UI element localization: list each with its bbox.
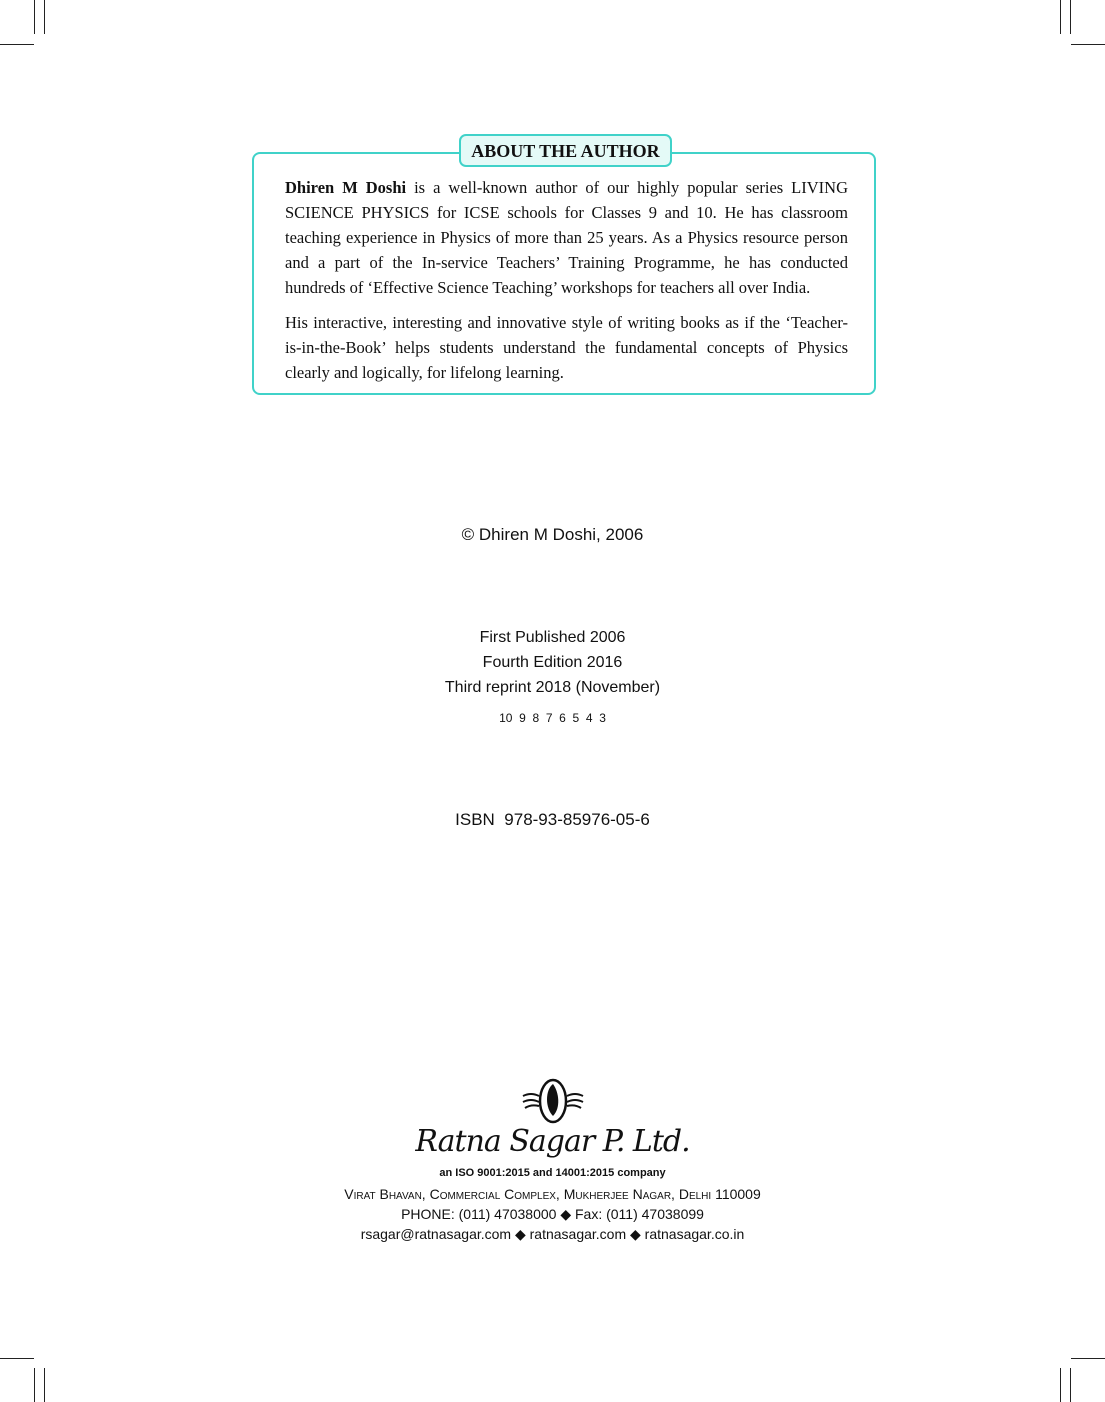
edition-line: Third reprint 2018 (November)	[444, 679, 661, 696]
paragraph: His interactive, interesting and innovative style of writing books as if the ‘Teacher-is-in-the-Book’ helps students understand the fundamental concepts of Physics clearly and logically, for lifelong learning.	[285, 313, 848, 382]
publisher-web: rsagar@ratnasagar.com ◆ ratnasagar.com ◆ ratnasagar.co.in	[360, 1226, 745, 1242]
about-author-text	[285, 175, 848, 395]
paragraph-text: is a well-known author of our highly popular series LIVING SCIENCE PHYSICS for ICSE schools for Classes 9 and 10. He has classroom teaching experience in Physics of more than 25 years. As a Physics resource person and a part of the In-service Teachers’ Training Programme, he has conducted hundreds of ‘Effective Science Teaching’ workshops for teachers all over India.	[285, 178, 848, 297]
publisher-name: Ratna Sagar P. Ltd.	[415, 1124, 690, 1159]
crop-mark	[34, 0, 35, 34]
paragraph	[285, 175, 848, 300]
crop-mark	[1070, 0, 1071, 34]
publisher-address: Virat Bhavan, Commercial Complex, Mukherjee Nagar, Delhi 110009	[344, 1186, 761, 1202]
crop-mark	[1060, 1368, 1061, 1402]
printer-line: 10 9 8 7 6 5 4 3	[499, 711, 606, 725]
conch-logo-icon	[0, 1078, 1105, 1129]
publisher-phone: PHONE: (011) 47038000 ◆ Fax: (011) 47038099	[401, 1206, 704, 1222]
edition-line: Fourth Edition 2016	[482, 654, 623, 671]
crop-mark	[0, 1358, 34, 1359]
publisher-iso: an ISO 9001:2015 and 14001:2015 company	[439, 1167, 666, 1179]
crop-mark	[44, 0, 45, 34]
edition-line: First Published 2006	[479, 629, 626, 646]
about-author-heading: ABOUT THE AUTHOR	[459, 134, 672, 167]
crop-mark	[1070, 1368, 1071, 1402]
crop-mark	[1071, 1358, 1105, 1359]
isbn: ISBN 978-93-85976-05-6	[455, 810, 650, 829]
copyright: © Dhiren M Doshi, 2006	[461, 525, 644, 544]
crop-mark	[44, 1368, 45, 1402]
crop-mark	[1071, 44, 1105, 45]
crop-mark	[34, 1368, 35, 1402]
crop-mark	[1060, 0, 1061, 34]
crop-mark	[0, 44, 34, 45]
author-name: Dhiren M Doshi	[285, 178, 407, 197]
